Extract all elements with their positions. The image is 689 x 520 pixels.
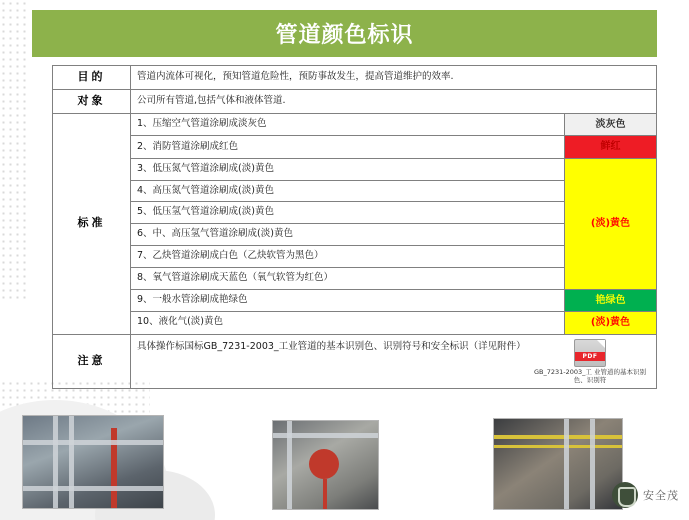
standard-item: 7、乙炔管道涂刷成白色（乙炔软管为黑色）: [131, 245, 565, 267]
red-pipe-shape: [323, 479, 327, 509]
yellow-pipe-shape: [494, 435, 622, 439]
standard-item: 2、消防管道涂刷成红色: [131, 136, 565, 159]
red-valve-shape: [309, 449, 339, 479]
table-row: [53, 289, 657, 312]
table-row: [53, 66, 657, 90]
photo-image: [23, 416, 163, 508]
standard-item: 4、高压氮气管道涂刷成(淡)黄色: [131, 180, 565, 202]
pipe-shape: [564, 419, 569, 509]
color-swatch-bright-green: 艳绿色: [565, 289, 657, 312]
pipe-shape: [273, 433, 378, 438]
standard-item: 10、液化气(淡)黄色: [131, 312, 565, 335]
color-swatch-red: 鲜红: [565, 136, 657, 159]
pdf-badge-label: PDF: [575, 352, 605, 361]
color-swatch-light-yellow-2: (淡)黄色: [565, 312, 657, 335]
standard-item: 6、中、高压氢气管道涂刷成(淡)黄色: [131, 224, 565, 246]
table-row: [53, 136, 657, 159]
row-text-object: 公司所有管道,包括气体和液体管道.: [131, 89, 657, 113]
pipe-shape: [23, 440, 163, 445]
pipe-shape: [69, 416, 74, 508]
row-text-purpose: 管道内流体可视化，预知管道危险性，预防事故发生，提高管道维护的效率.: [131, 66, 657, 90]
pdf-fold-corner: [597, 340, 605, 348]
pipe-shape: [23, 486, 163, 491]
row-label-note: 注意: [53, 334, 131, 388]
standard-item: 8、氧气管道涂刷成天蓝色（氧气软管为红色）: [131, 267, 565, 289]
standard-item: 5、低压氢气管道涂刷成(淡)黄色: [131, 202, 565, 224]
table-row: [53, 113, 657, 136]
row-text-note: [131, 334, 657, 388]
row-label-purpose: 目的: [53, 66, 131, 90]
pipe-shape: [53, 416, 58, 508]
pdf-attachment[interactable]: [530, 339, 650, 384]
standard-item: 9、一般水管涂刷成艳绿色: [131, 289, 565, 312]
page-title: 管道颜色标识: [275, 23, 414, 48]
photo-image: [273, 421, 378, 509]
color-swatch-light-gray: 淡灰色: [565, 113, 657, 136]
pipe-color-table: [52, 65, 657, 389]
pdf-caption: GB_7231-2003_工 业管道的基本识别色、识别符: [534, 367, 646, 384]
photo-image: [494, 419, 622, 509]
table-row: [53, 89, 657, 113]
standard-item: 3、低压氮气管道涂刷成(淡)黄色: [131, 158, 565, 180]
row-label-standard: 标准: [53, 113, 131, 334]
color-swatch-light-yellow: (淡)黄色: [565, 158, 657, 289]
row-label-object: 对象: [53, 89, 131, 113]
standard-item: 1、压缩空气管道涂刷成淡灰色: [131, 113, 565, 136]
table-row: [53, 334, 657, 388]
shield-icon: [612, 482, 638, 508]
slide-title-bar: [32, 10, 657, 57]
pipe-shape: [590, 419, 595, 509]
photo-pipes-1: [22, 415, 164, 509]
yellow-pipe-shape: [494, 445, 622, 448]
pdf-icon[interactable]: [574, 339, 606, 367]
decorative-dot-pattern-left: [0, 0, 28, 300]
note-text: 具体操作标国标GB_7231-2003_工业管道的基本识别色、识别符号和安全标识（详见附件）: [137, 340, 526, 352]
watermark-text: 安全茂: [643, 489, 679, 502]
photo-pipes-3: [493, 418, 623, 510]
watermark-logo: [612, 482, 679, 508]
photo-pipes-2: [272, 420, 379, 510]
table-row: [53, 158, 657, 180]
table-row: [53, 312, 657, 335]
pipe-color-table-wrapper: [52, 65, 656, 389]
